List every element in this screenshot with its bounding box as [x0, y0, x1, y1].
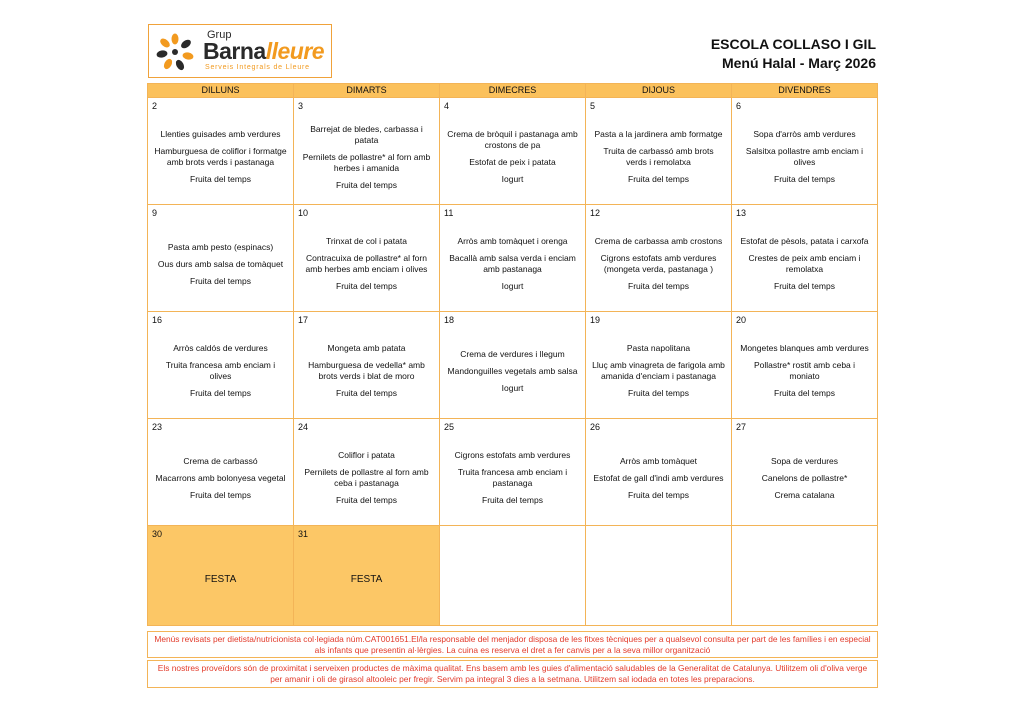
dish-list	[154, 114, 287, 200]
dish-item: Fruita del temps	[482, 495, 543, 505]
dish-item: Pernilets de pollastre* al forn amb herbes i amanida	[302, 151, 431, 173]
dish-item: Iogurt	[501, 382, 524, 393]
dish-item: Lluç amb vinagreta de farigola amb amanida d'enciam i pastanaga	[592, 360, 725, 381]
dish-item: Hamburguesa de vedella* amb brots verds i blat de moro	[308, 360, 425, 381]
logo-brand	[203, 38, 324, 65]
dish-item: Contracuixa de pollastre* al forn amb herbes amb enciam i olives	[305, 253, 428, 274]
day-cell	[148, 98, 294, 205]
dish-item: Iogurt	[501, 281, 524, 291]
day-number: 6	[736, 101, 742, 111]
day-cell	[732, 205, 878, 312]
dish-list	[300, 114, 433, 200]
day-number: 3	[298, 101, 304, 111]
dish-item: Fruita del temps	[336, 495, 397, 505]
dish-item: Arròs amb tomàquet	[619, 455, 697, 466]
dish-item: Sopa d'arròs amb verdures	[753, 129, 856, 139]
dish-item: Macarrons amb bolonyesa vegetal	[155, 472, 286, 483]
dish-item: Cigrons estofats amb verdures (mongeta verda, pastanaga )	[600, 253, 717, 274]
dish-list	[592, 328, 725, 414]
dish-item: Bacallà amb salsa verda i enciam amb pastanaga	[449, 253, 576, 274]
dish-item: Pasta napolitana	[626, 343, 691, 353]
dish-list	[738, 221, 871, 307]
day-number: 5	[590, 101, 596, 111]
dish-item: Crestes de peix amb enciam i remolatxa	[748, 253, 861, 274]
dish-item: Fruita del temps	[190, 174, 251, 184]
dish-item: Barrejat de bledes, carbassa i patata	[310, 123, 423, 145]
weekday-header: DIMECRES	[440, 84, 586, 98]
weekday-header: DIVENDRES	[732, 84, 878, 98]
day-cell	[294, 312, 440, 419]
day-cell	[440, 98, 586, 205]
dish-list	[738, 435, 871, 521]
day-cell	[440, 419, 586, 526]
dish-item: Truita francesa amb enciam i olives	[165, 360, 276, 381]
dish-item: Mongeta amb patata	[327, 343, 406, 353]
day-number: 31	[298, 529, 309, 539]
dish-item: Fruita del temps	[628, 489, 689, 500]
week-row	[148, 312, 878, 419]
dish-item: Mandonguilles vegetals amb salsa	[447, 365, 578, 376]
dish-item: Mongetes blanques amb verdures	[740, 343, 869, 353]
dish-list	[592, 114, 725, 200]
dish-item: Fruita del temps	[190, 489, 251, 500]
dish-item: Crema catalana	[774, 489, 835, 500]
day-number: 12	[590, 208, 601, 218]
dish-item: Hamburguesa de coliflor i formatge amb brots verds i pastanaga	[154, 146, 287, 167]
dish-item: Fruita del temps	[774, 174, 835, 184]
dish-item: Ous durs amb salsa de tomàquet	[157, 258, 284, 269]
holiday-label: FESTA	[350, 574, 383, 585]
dish-item: Estofat de gall d'indi amb verdures	[593, 472, 724, 483]
day-cell	[148, 419, 294, 526]
weekday-header: DIJOUS	[586, 84, 732, 98]
dish-item: Crema de carbassa amb crostons	[594, 236, 723, 246]
empty-day-cell	[732, 526, 878, 626]
day-number: 18	[444, 315, 455, 325]
dish-item: Pasta amb pesto (espinacs)	[167, 241, 274, 252]
day-number: 20	[736, 315, 747, 325]
dish-list	[446, 328, 579, 414]
dish-list	[738, 114, 871, 200]
dish-item: Fruita del temps	[336, 281, 397, 291]
dish-item: Fruita del temps	[336, 388, 397, 398]
day-number: 16	[152, 315, 163, 325]
dish-item: Crema de bròquil i pastanaga amb crostons de pa	[447, 129, 578, 150]
dish-item: Estofat de pèsols, patata i carxofa	[740, 236, 869, 246]
day-number: 25	[444, 422, 455, 432]
dish-list	[446, 435, 579, 521]
dish-item: Crema de verdures i llegum	[460, 348, 565, 359]
dish-list	[446, 221, 579, 307]
day-cell	[294, 419, 440, 526]
calendar-body	[148, 98, 878, 626]
day-cell	[586, 312, 732, 419]
day-cell-holiday	[294, 526, 440, 626]
dish-item: Pasta a la jardinera amb formatge	[594, 129, 723, 139]
dish-item: Iogurt	[501, 174, 524, 184]
dish-item: Fruita del temps	[628, 281, 689, 291]
dish-item: Pernilets de pollastre al forn amb ceba i pastanaga	[304, 467, 429, 488]
dish-list	[592, 435, 725, 521]
day-number: 17	[298, 315, 309, 325]
week-row-last	[148, 526, 878, 626]
logo-brand-part-a: Barna	[203, 38, 266, 64]
day-cell	[732, 312, 878, 419]
dish-item: Fruita del temps	[628, 388, 689, 398]
dish-item: Fruita del temps	[336, 179, 397, 190]
dish-item: Fruita del temps	[774, 388, 835, 398]
day-cell	[440, 205, 586, 312]
dish-item: Crema de carbassó	[183, 455, 258, 466]
dish-item: Arròs amb tomàquet i orenga	[457, 236, 568, 246]
dish-item: Llenties guisades amb verdures	[160, 129, 281, 139]
day-cell	[732, 98, 878, 205]
day-cell	[294, 98, 440, 205]
dish-list	[300, 435, 433, 521]
dish-item: Coliflor i patata	[338, 450, 395, 460]
day-number: 23	[152, 422, 163, 432]
day-number: 10	[298, 208, 309, 218]
day-number: 2	[152, 101, 158, 111]
dietitian-note: Menús revisats per dietista/nutricionista col·legiada núm.CAT001651.El/la responsable del menjador disposa de les fitxes tècniques per a qualsevol consulta per part de les famílies i en especial als infants que presentin al·lèrgies. La cuina es reserva el dret a fer canvis per a la seva millor organització	[147, 631, 878, 658]
week-row	[148, 419, 878, 526]
day-number: 30	[152, 529, 163, 539]
day-number: 19	[590, 315, 601, 325]
dish-list	[154, 435, 287, 521]
dish-list	[154, 328, 287, 414]
day-cell	[586, 205, 732, 312]
logo-grup-text: Grup	[207, 29, 232, 41]
dish-item: Canelons de pollastre*	[761, 472, 848, 483]
dish-item: Fruita del temps	[628, 174, 689, 184]
dish-item: Fruita del temps	[190, 388, 251, 398]
dish-item: Cigrons estofats amb verdures	[454, 450, 571, 460]
dish-item: Sopa de verdures	[770, 455, 839, 466]
dish-item: Fruita del temps	[774, 281, 835, 291]
week-row	[148, 205, 878, 312]
day-number: 4	[444, 101, 450, 111]
dish-item: Salsitxa pollastre amb enciam i olives	[745, 146, 864, 167]
day-cell	[148, 312, 294, 419]
dish-list	[300, 328, 433, 414]
logo-tagline: Serveis Integrals de Lleure	[205, 64, 310, 71]
day-number: 9	[152, 208, 158, 218]
school-name: ESCOLA COLLASO I GIL	[710, 36, 876, 52]
suppliers-note: Els nostres proveïdors són de proximitat i serveixen productes de màxima qualitat. Ens basem amb les guies d'alimentació saludables de la Generalitat de Catalunya. Utilitzem oli d'oliva verge per amanir i oli de girasol altooleic per fregir. Servim pa integral 3 dies a la setmana. Utilitzem sal iodada en totes les preparacions.	[147, 660, 878, 688]
day-cell	[148, 205, 294, 312]
document-title	[711, 35, 876, 73]
menu-calendar	[147, 83, 878, 626]
day-cell	[586, 98, 732, 205]
dish-item: Estofat de peix i patata	[469, 157, 556, 167]
day-cell	[294, 205, 440, 312]
dish-list	[300, 221, 433, 307]
day-cell	[440, 312, 586, 419]
flower-logo-icon	[155, 32, 195, 72]
dish-item: Truita de carbassó amb brots verds i remolatxa	[603, 146, 714, 167]
dish-list	[738, 328, 871, 414]
weekday-header: DILLUNS	[148, 84, 294, 98]
weekday-header: DIMARTS	[294, 84, 440, 98]
day-number: 24	[298, 422, 309, 432]
dish-list	[592, 221, 725, 307]
menu-title: Menú Halal - Març 2026	[721, 55, 876, 71]
company-logo	[148, 24, 332, 78]
empty-day-cell	[586, 526, 732, 626]
dish-item: Fruita del temps	[190, 275, 251, 286]
empty-day-cell	[440, 526, 586, 626]
day-cell-holiday	[148, 526, 294, 626]
weekday-header-row	[148, 84, 878, 98]
day-number: 13	[736, 208, 747, 218]
day-number: 11	[444, 208, 454, 218]
dish-item: Pollastre* rostit amb ceba i moniato	[753, 360, 856, 381]
dish-item: Trinxat de col i patata	[326, 236, 407, 246]
day-cell	[732, 419, 878, 526]
dish-list	[154, 221, 287, 307]
week-row	[148, 98, 878, 205]
dish-list	[446, 114, 579, 200]
day-number: 26	[590, 422, 601, 432]
day-cell	[586, 419, 732, 526]
day-number: 27	[736, 422, 747, 432]
logo-brand-part-b: lleure	[265, 38, 325, 64]
dish-item: Arròs caldós de verdures	[173, 343, 268, 353]
holiday-label: FESTA	[204, 574, 237, 585]
dish-item: Truita francesa amb enciam i pastanaga	[457, 467, 568, 488]
